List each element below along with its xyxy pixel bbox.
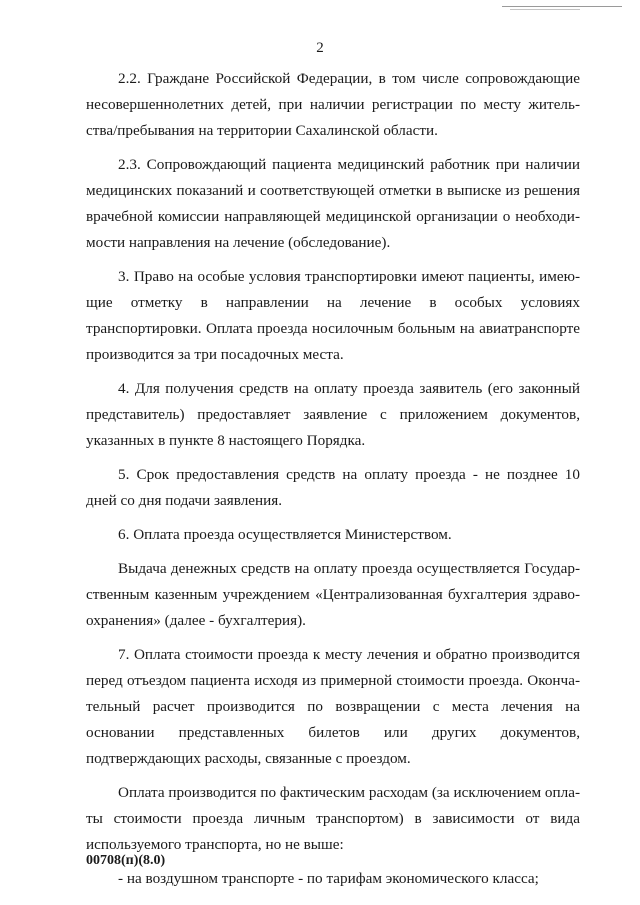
scan-artifact-line xyxy=(510,9,580,10)
paragraph-6-continued: Выдача денежных средств на оплату проезда осуществляется Государственным казенным учреждением «Централизованная бухгалтерия здравоохранения» (далее - бухгалтерия). xyxy=(86,560,580,629)
document-code: 00708(п)(8.0) xyxy=(86,853,166,868)
paragraph-2-3: 2.3. Сопровождающий пациента медицинский работник при наличии медицинских показаний и соответствующей отметки в выписке из решения врачебной комиссии направляющей медицинской организации о необходимости направления на лечение (обследование). xyxy=(86,156,580,251)
paragraph-7: 7. Оплата стоимости проезда к месту лечения и обратно производится перед отъездом пациента исходя из примерной стоимости проезда. Окончательный расчет производится по возвращении с места лечения на основании представленных билетов или других документов, подтверждающих расходы, связанные с проездом. xyxy=(86,646,580,767)
page-number: 2 xyxy=(316,40,324,56)
scan-artifact-line xyxy=(502,6,622,7)
paragraph-7-list-item: - на воздушном транспорте - по тарифам экономического класса; xyxy=(118,870,539,887)
paragraph-5: 5. Срок предоставления средств на оплату проезда - не позднее 10 дней со дня подачи заявления. xyxy=(86,466,580,509)
document-body xyxy=(86,66,580,900)
paragraph-3: 3. Право на особые условия транспортировки имеют пациенты, имеющие отметку в направлении на лечение в особых условиях транспортировки. Оплата проезда носилочным больным на авиатранспорте производится за три посадочных места. xyxy=(86,268,580,363)
paragraph-6: 6. Оплата проезда осуществляется Министерством. xyxy=(118,526,452,543)
paragraph-7-continued: Оплата производится по фактическим расходам (за исключением оплаты стоимости проезда личным транспортом) в зависимости от вида используемого транспорта, но не выше: xyxy=(86,784,580,853)
paragraph-4: 4. Для получения средств на оплату проезда заявитель (его законный представитель) предоставляет заявление с приложением документов, указанных в пункте 8 настоящего Порядка. xyxy=(86,380,580,449)
paragraph-2-2: 2.2. Граждане Российской Федерации, в том числе сопровождающие несовершеннолетних детей, при наличии регистрации по месту жительства/пребывания на территории Сахалинской области. xyxy=(86,70,580,139)
